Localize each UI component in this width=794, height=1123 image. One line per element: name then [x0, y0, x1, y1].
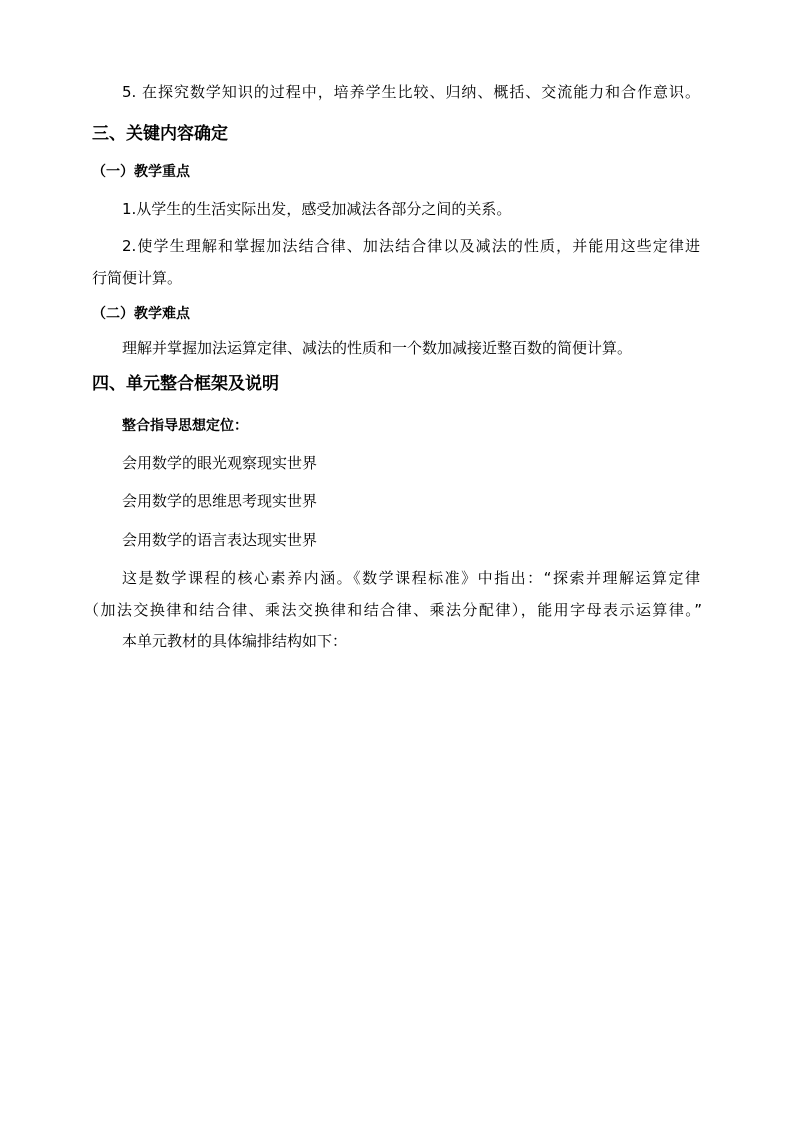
guide-line-2: 会用数学的思维思考现实世界 — [122, 492, 318, 510]
key-point-1: 1.从学生的生活实际出发，感受加减法各部分之间的关系。 — [122, 200, 512, 218]
difficulty-paragraph: 理解并掌握加法运算定律、减法的性质和一个数加减接近整百数的简便计算。 — [122, 339, 633, 357]
subsection-key-points-heading: （一）教学重点 — [92, 164, 190, 180]
guide-line-1: 会用数学的眼光观察现实世界 — [122, 454, 318, 472]
section-4-heading: 四、单元整合框架及说明 — [92, 374, 279, 394]
core-paragraph-line-1: 这是数学课程的核心素养内涵。《数学课程标准》中指出：“探索并理解运算定律 — [122, 569, 700, 587]
key-point-2-line-2: 行简便计算。 — [92, 269, 183, 287]
key-point-2-line-1: 2.使学生理解和掌握加法结合律、加法结合律以及减法的性质，并能用这些定律进 — [122, 237, 700, 255]
section-3-heading: 三、关键内容确定 — [92, 124, 228, 144]
guide-title: 整合指导思想定位： — [122, 418, 248, 434]
core-paragraph-line-2: （加法交换律和结合律、乘法交换律和结合律、乘法分配律），能用字母表示运算律。” — [84, 601, 702, 619]
subsection-difficulties-heading: （二）教学难点 — [92, 306, 190, 322]
objective-item-5: 5. 在探究数学知识的过程中，培养学生比较、归纳、概括、交流能力和合作意识。 — [122, 83, 700, 101]
structure-intro: 本单元教材的具体编排结构如下： — [122, 632, 348, 650]
guide-line-3: 会用数学的语言表达现实世界 — [122, 531, 318, 549]
